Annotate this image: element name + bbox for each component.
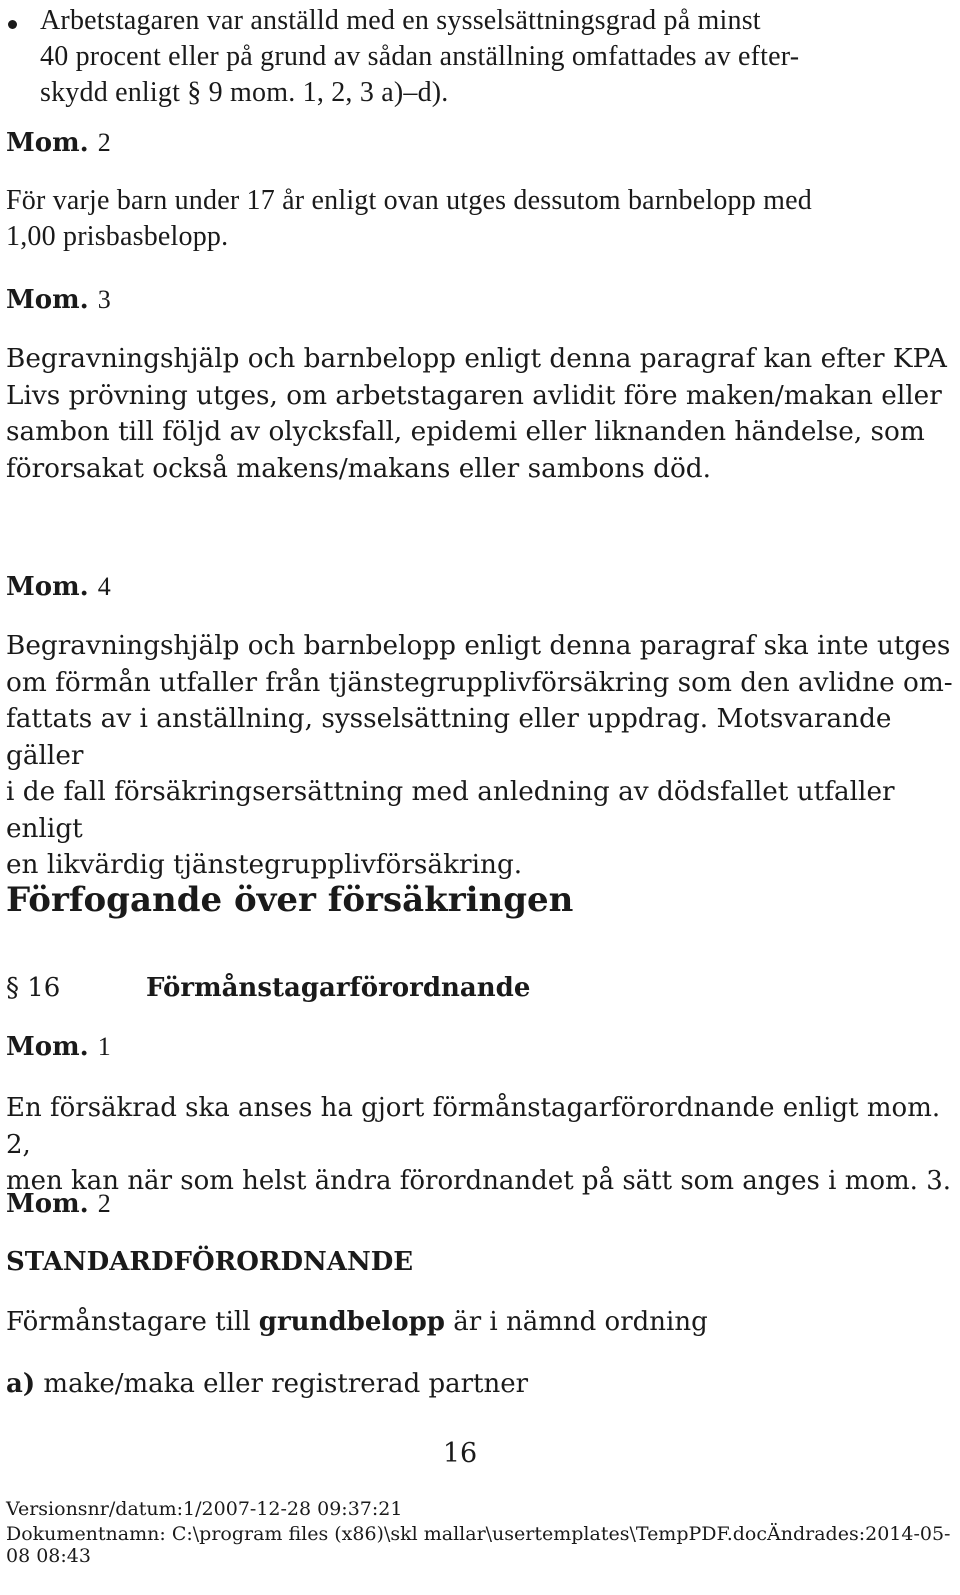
paragraph <box>6 628 956 884</box>
paragraph-title: Förmånstagarförordnande <box>146 973 531 1003</box>
order-line <box>6 1304 708 1341</box>
footer-line: 08 08:43 <box>6 1545 91 1567</box>
mom-heading <box>6 569 111 605</box>
text-line: Begravningshjälp och barnbelopp enligt denna paragraf ska inte utges <box>6 631 951 661</box>
standard-heading: STANDARDFÖRORDNANDE <box>6 1247 414 1277</box>
paragraph <box>6 341 956 487</box>
text-line: Begravningshjälp och barnbelopp enligt denna paragraf kan efter KPA <box>6 344 947 374</box>
text-span: är i nämnd ordning <box>444 1307 708 1337</box>
mom-number: 4 <box>97 572 111 601</box>
text-span-bold: grundbelopp <box>258 1307 445 1337</box>
text-line: en likvärdig tjänstegrupplivförsäkring. <box>6 850 523 880</box>
mom-label: Mom. <box>6 1189 89 1219</box>
paragraph-symbol: § <box>6 973 19 1003</box>
mom-number: 2 <box>97 128 111 157</box>
bullet-text <box>40 3 940 111</box>
text-line: En försäkrad ska anses ha gjort förmånstagarförordnande enligt mom. 2, <box>6 1093 941 1160</box>
bullet-icon <box>8 20 17 29</box>
text-span: Förmånstagare till <box>6 1307 259 1337</box>
paragraph-heading <box>6 970 606 1010</box>
mom-number: 3 <box>97 285 111 314</box>
text-line: men kan när som helst ändra förordnandet på sätt som anges i mom. 3. <box>6 1166 952 1196</box>
text-line: i de fall försäkringsersättning med anledning av dödsfallet utfaller enligt <box>6 777 895 844</box>
list-item-text: make/maka eller registrerad partner <box>43 1369 529 1399</box>
mom-label: Mom. <box>6 572 89 602</box>
mom-heading <box>6 282 111 318</box>
paragraph-number: 16 <box>27 973 61 1003</box>
text-line: sambon till följd av olycksfall, epidemi eller liknanden händelse, som <box>6 417 925 447</box>
text-line: 40 procent eller på grund av sådan anställning omfattades av efter- <box>40 41 800 72</box>
mom-number: 2 <box>97 1189 111 1218</box>
page-number: 16 <box>442 1438 478 1469</box>
text-line: om förmån utfaller från tjänstegrupplivförsäkring som den avlidne om- <box>6 667 953 698</box>
text-line: skydd enligt § 9 mom. 1, 2, 3 a)–d). <box>40 77 449 108</box>
paragraph <box>6 1090 956 1200</box>
text-line: 1,00 prisbasbelopp. <box>6 221 229 252</box>
footer-line: Versionsnr/datum:1/2007-12-28 09:37:21 <box>6 1498 403 1520</box>
text-line: Arbetstagaren var anställd med en sysselsättningsgrad på minst <box>40 5 761 36</box>
list-marker: a) <box>6 1369 36 1399</box>
mom-label: Mom. <box>6 128 89 158</box>
mom-heading <box>6 1029 111 1065</box>
paragraph <box>6 183 956 255</box>
text-line: Livs prövning utges, om arbetstagaren avlidit före maken/makan eller <box>6 380 942 411</box>
section-heading: Förfogande över försäkringen <box>6 880 574 920</box>
mom-heading <box>6 1186 111 1222</box>
text-line: förorsakat också makens/makans eller sambons död. <box>6 453 711 484</box>
mom-heading <box>6 125 111 161</box>
footer-line: Dokumentnamn: C:\program files (x86)\skl mallar\usertemplates\TempPDF.docÄndrades:2014-05- <box>6 1523 951 1545</box>
mom-label: Mom. <box>6 285 89 315</box>
mom-number: 1 <box>97 1032 111 1061</box>
text-line: fattats av i anställning, sysselsättning eller uppdrag. Motsvarande gäller <box>6 704 892 771</box>
mom-label: Mom. <box>6 1032 89 1062</box>
text-line: För varje barn under 17 år enligt ovan utges dessutom barnbelopp med <box>6 185 812 216</box>
list-item <box>6 1366 528 1403</box>
footer <box>6 1498 956 1567</box>
